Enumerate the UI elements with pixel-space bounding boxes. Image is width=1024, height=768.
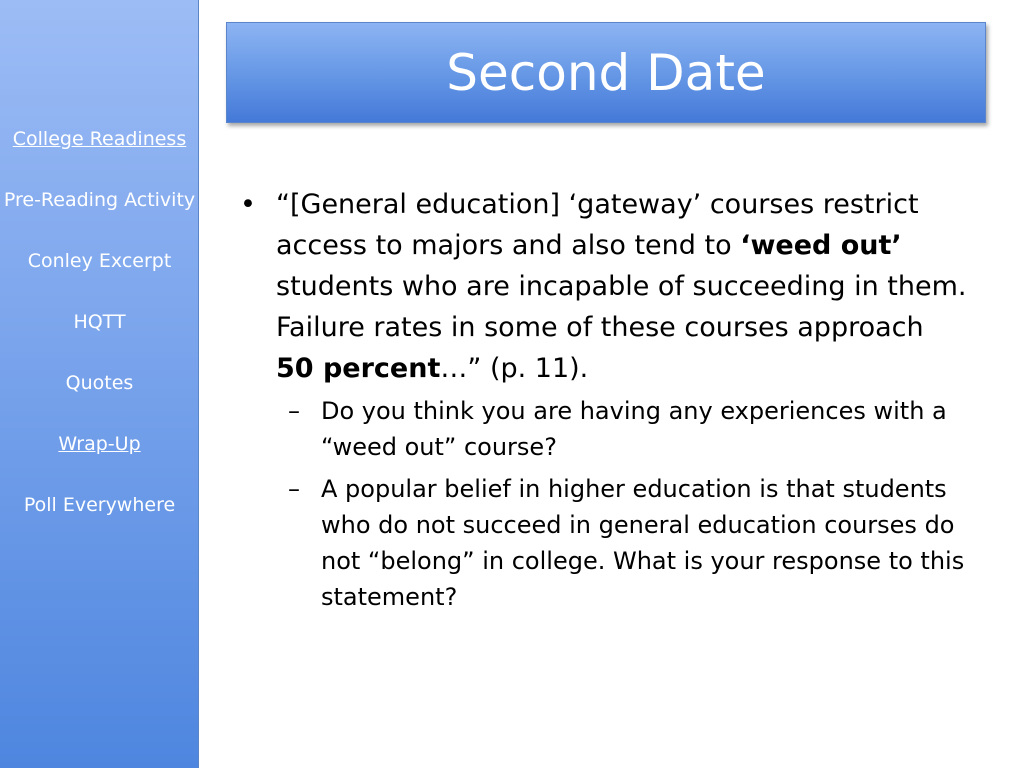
nav-item-wrap-up[interactable]: Wrap-Up xyxy=(58,433,141,455)
quote-bold-percent: 50 percent xyxy=(276,353,441,384)
bullet-marker: • xyxy=(240,189,256,220)
quote-text-1: “[General education] ‘gateway’ courses restrict access to majors and also tend to xyxy=(276,189,919,261)
quote-text-3: …” (p. 11). xyxy=(440,353,589,384)
nav-item-poll-everywhere[interactable]: Poll Everywhere xyxy=(23,494,176,516)
nav-item-conley-excerpt[interactable]: Conley Excerpt xyxy=(27,250,172,272)
sidebar-nav xyxy=(0,0,199,768)
sub-bullet-text: Do you think you are having any experiences with a “weed out” course? xyxy=(321,397,947,461)
nav-item-college-readiness[interactable]: College Readiness xyxy=(12,128,187,150)
nav-item-quotes[interactable]: Quotes xyxy=(65,372,134,394)
quote-text-2: students who are incapable of succeeding in them. Failure rates in some of these courses approach xyxy=(276,271,967,343)
nav-list xyxy=(0,124,199,551)
sub-bullet-marker: – xyxy=(288,397,300,425)
sub-bullet-question-2 xyxy=(232,471,967,615)
nav-item-hqtt[interactable]: HQTT xyxy=(73,311,126,333)
slide-title: Second Date xyxy=(446,43,766,102)
quote-bold-weed-out: ‘weed out’ xyxy=(740,230,902,261)
slide-body xyxy=(232,184,967,615)
sub-bullet-text: A popular belief in higher education is that students who do not succeed in general education courses do not “belong” in college. What is your response to this statement? xyxy=(321,475,965,611)
title-banner xyxy=(226,22,986,123)
nav-item-pre-reading-activity[interactable]: Pre-Reading Activity xyxy=(3,189,196,211)
sub-bullet-question-1 xyxy=(232,393,967,465)
sub-bullet-marker: – xyxy=(288,475,300,503)
quote-bullet xyxy=(232,184,967,389)
